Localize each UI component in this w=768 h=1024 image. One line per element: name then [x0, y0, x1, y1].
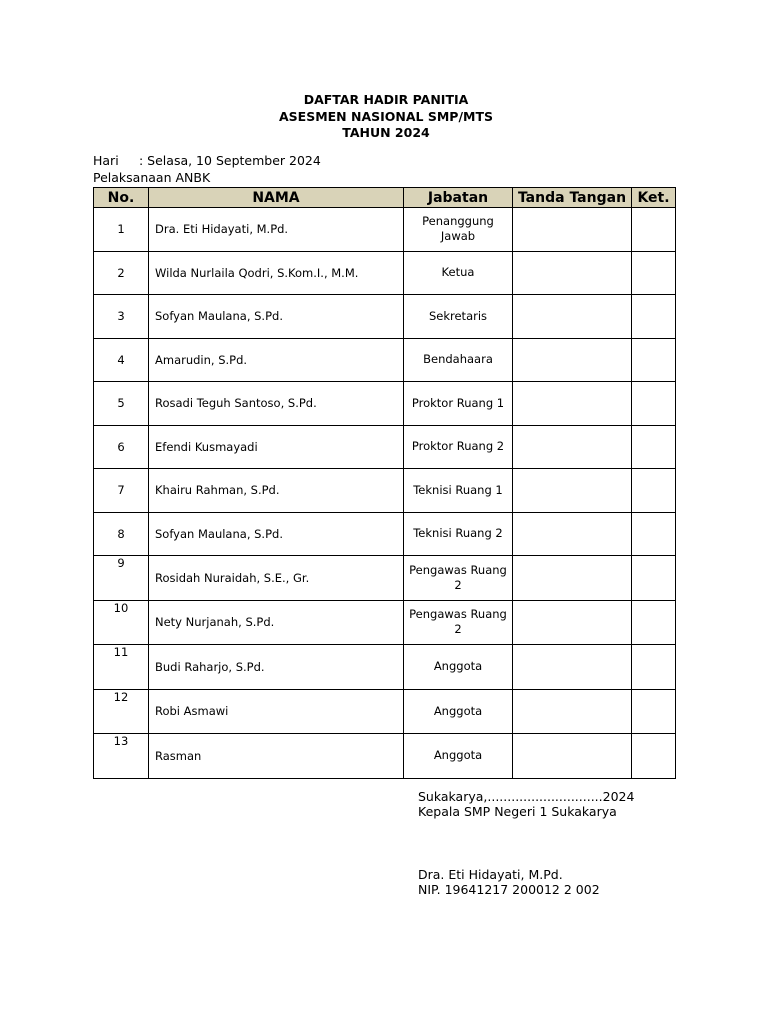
- row-nama: Amarudin, S.Pd.: [149, 338, 404, 382]
- row-jabatan: Proktor Ruang 2: [404, 425, 513, 469]
- ket-cell: [632, 338, 676, 382]
- header-tanda-tangan: Tanda Tangan: [513, 188, 632, 208]
- table-row: [94, 512, 676, 556]
- row-no: 3: [94, 295, 149, 339]
- row-nama: Dra. Eti Hidayati, M.Pd.: [149, 208, 404, 252]
- row-nama: Budi Raharjo, S.Pd.: [149, 645, 404, 690]
- signature-cell: [513, 338, 632, 382]
- signature-cell: [513, 689, 632, 734]
- signature-cell: [513, 469, 632, 513]
- row-nama: Robi Asmawi: [149, 689, 404, 734]
- row-jabatan: Anggota: [404, 645, 513, 690]
- document-title: [0, 92, 768, 142]
- table-row: [94, 734, 676, 779]
- ket-cell: [632, 251, 676, 295]
- row-nama: Nety Nurjanah, S.Pd.: [149, 600, 404, 645]
- row-nama: Wilda Nurlaila Qodri, S.Kom.I., M.M.: [149, 251, 404, 295]
- pelaksanaan-line: Pelaksanaan ANBK: [93, 170, 211, 185]
- signature-cell: [513, 208, 632, 252]
- table-row: [94, 295, 676, 339]
- signature-cell: [513, 556, 632, 601]
- table-row: [94, 689, 676, 734]
- row-no: 4: [94, 338, 149, 382]
- row-no: 6: [94, 425, 149, 469]
- ket-cell: [632, 425, 676, 469]
- hari-value: : Selasa, 10 September 2024: [139, 153, 321, 168]
- row-jabatan: Pengawas Ruang 2: [404, 600, 513, 645]
- signature-cell: [513, 512, 632, 556]
- signature-cell: [513, 382, 632, 426]
- row-no: 12: [94, 689, 149, 734]
- row-nama: Rasman: [149, 734, 404, 779]
- table-row: [94, 556, 676, 601]
- date-line: [93, 152, 321, 169]
- table-row: [94, 645, 676, 690]
- header-ket: Ket.: [632, 188, 676, 208]
- row-jabatan: Proktor Ruang 1: [404, 382, 513, 426]
- row-no: 13: [94, 734, 149, 779]
- row-nama: Sofyan Maulana, S.Pd.: [149, 512, 404, 556]
- row-no: 10: [94, 600, 149, 645]
- table-row: [94, 208, 676, 252]
- row-no: 8: [94, 512, 149, 556]
- row-no: 2: [94, 251, 149, 295]
- signer-nip: NIP. 19641217 200012 2 002: [418, 882, 600, 897]
- title-line-1: DAFTAR HADIR PANITIA: [303, 92, 469, 107]
- table-row: [94, 600, 676, 645]
- row-jabatan: Teknisi Ruang 1: [404, 469, 513, 513]
- ket-cell: [632, 734, 676, 779]
- table-row: [94, 338, 676, 382]
- row-nama: Efendi Kusmayadi: [149, 425, 404, 469]
- signature-cell: [513, 645, 632, 690]
- row-no: 7: [94, 469, 149, 513]
- title-line-3: TAHUN 2024: [342, 125, 430, 140]
- header-jabatan: Jabatan: [404, 188, 513, 208]
- signature-cell: [513, 734, 632, 779]
- ket-cell: [632, 512, 676, 556]
- row-jabatan: Anggota: [404, 689, 513, 734]
- ket-cell: [632, 645, 676, 690]
- row-jabatan: Anggota: [404, 734, 513, 779]
- ket-cell: [632, 208, 676, 252]
- signer-name: Dra. Eti Hidayati, M.Pd.: [418, 867, 563, 882]
- row-no: 11: [94, 645, 149, 690]
- ket-cell: [632, 295, 676, 339]
- ket-cell: [632, 382, 676, 426]
- signature-cell: [513, 425, 632, 469]
- signature-cell: [513, 600, 632, 645]
- row-no: 5: [94, 382, 149, 426]
- title-line-2: ASESMEN NASIONAL SMP/MTS: [278, 108, 493, 124]
- row-jabatan: Ketua: [404, 251, 513, 295]
- ket-cell: [632, 469, 676, 513]
- table-row: [94, 251, 676, 295]
- header-no: No.: [94, 188, 149, 208]
- place-date: Sukakarya,.............................2024: [418, 789, 635, 804]
- ket-cell: [632, 556, 676, 601]
- signature-cell: [513, 251, 632, 295]
- row-no: 9: [94, 556, 149, 601]
- signer-position: Kepala SMP Negeri 1 Sukakarya: [418, 804, 617, 819]
- row-nama: Rosidah Nuraidah, S.E., Gr.: [149, 556, 404, 601]
- header-nama: NAMA: [149, 188, 404, 208]
- table-row: [94, 425, 676, 469]
- row-nama: Rosadi Teguh Santoso, S.Pd.: [149, 382, 404, 426]
- row-jabatan: Sekretaris: [404, 295, 513, 339]
- row-jabatan: Pengawas Ruang 2: [404, 556, 513, 601]
- table-row: [94, 469, 676, 513]
- hari-label: Hari: [93, 153, 119, 168]
- row-no: 1: [94, 208, 149, 252]
- row-nama: Khairu Rahman, S.Pd.: [149, 469, 404, 513]
- ket-cell: [632, 689, 676, 734]
- ket-cell: [632, 600, 676, 645]
- row-jabatan: Penanggung Jawab: [404, 208, 513, 252]
- signature-cell: [513, 295, 632, 339]
- table-row: [94, 382, 676, 426]
- row-jabatan: Bendahaara: [404, 338, 513, 382]
- table-header-row: [94, 188, 676, 208]
- row-nama: Sofyan Maulana, S.Pd.: [149, 295, 404, 339]
- row-jabatan: Teknisi Ruang 2: [404, 512, 513, 556]
- attendance-table: [93, 187, 676, 779]
